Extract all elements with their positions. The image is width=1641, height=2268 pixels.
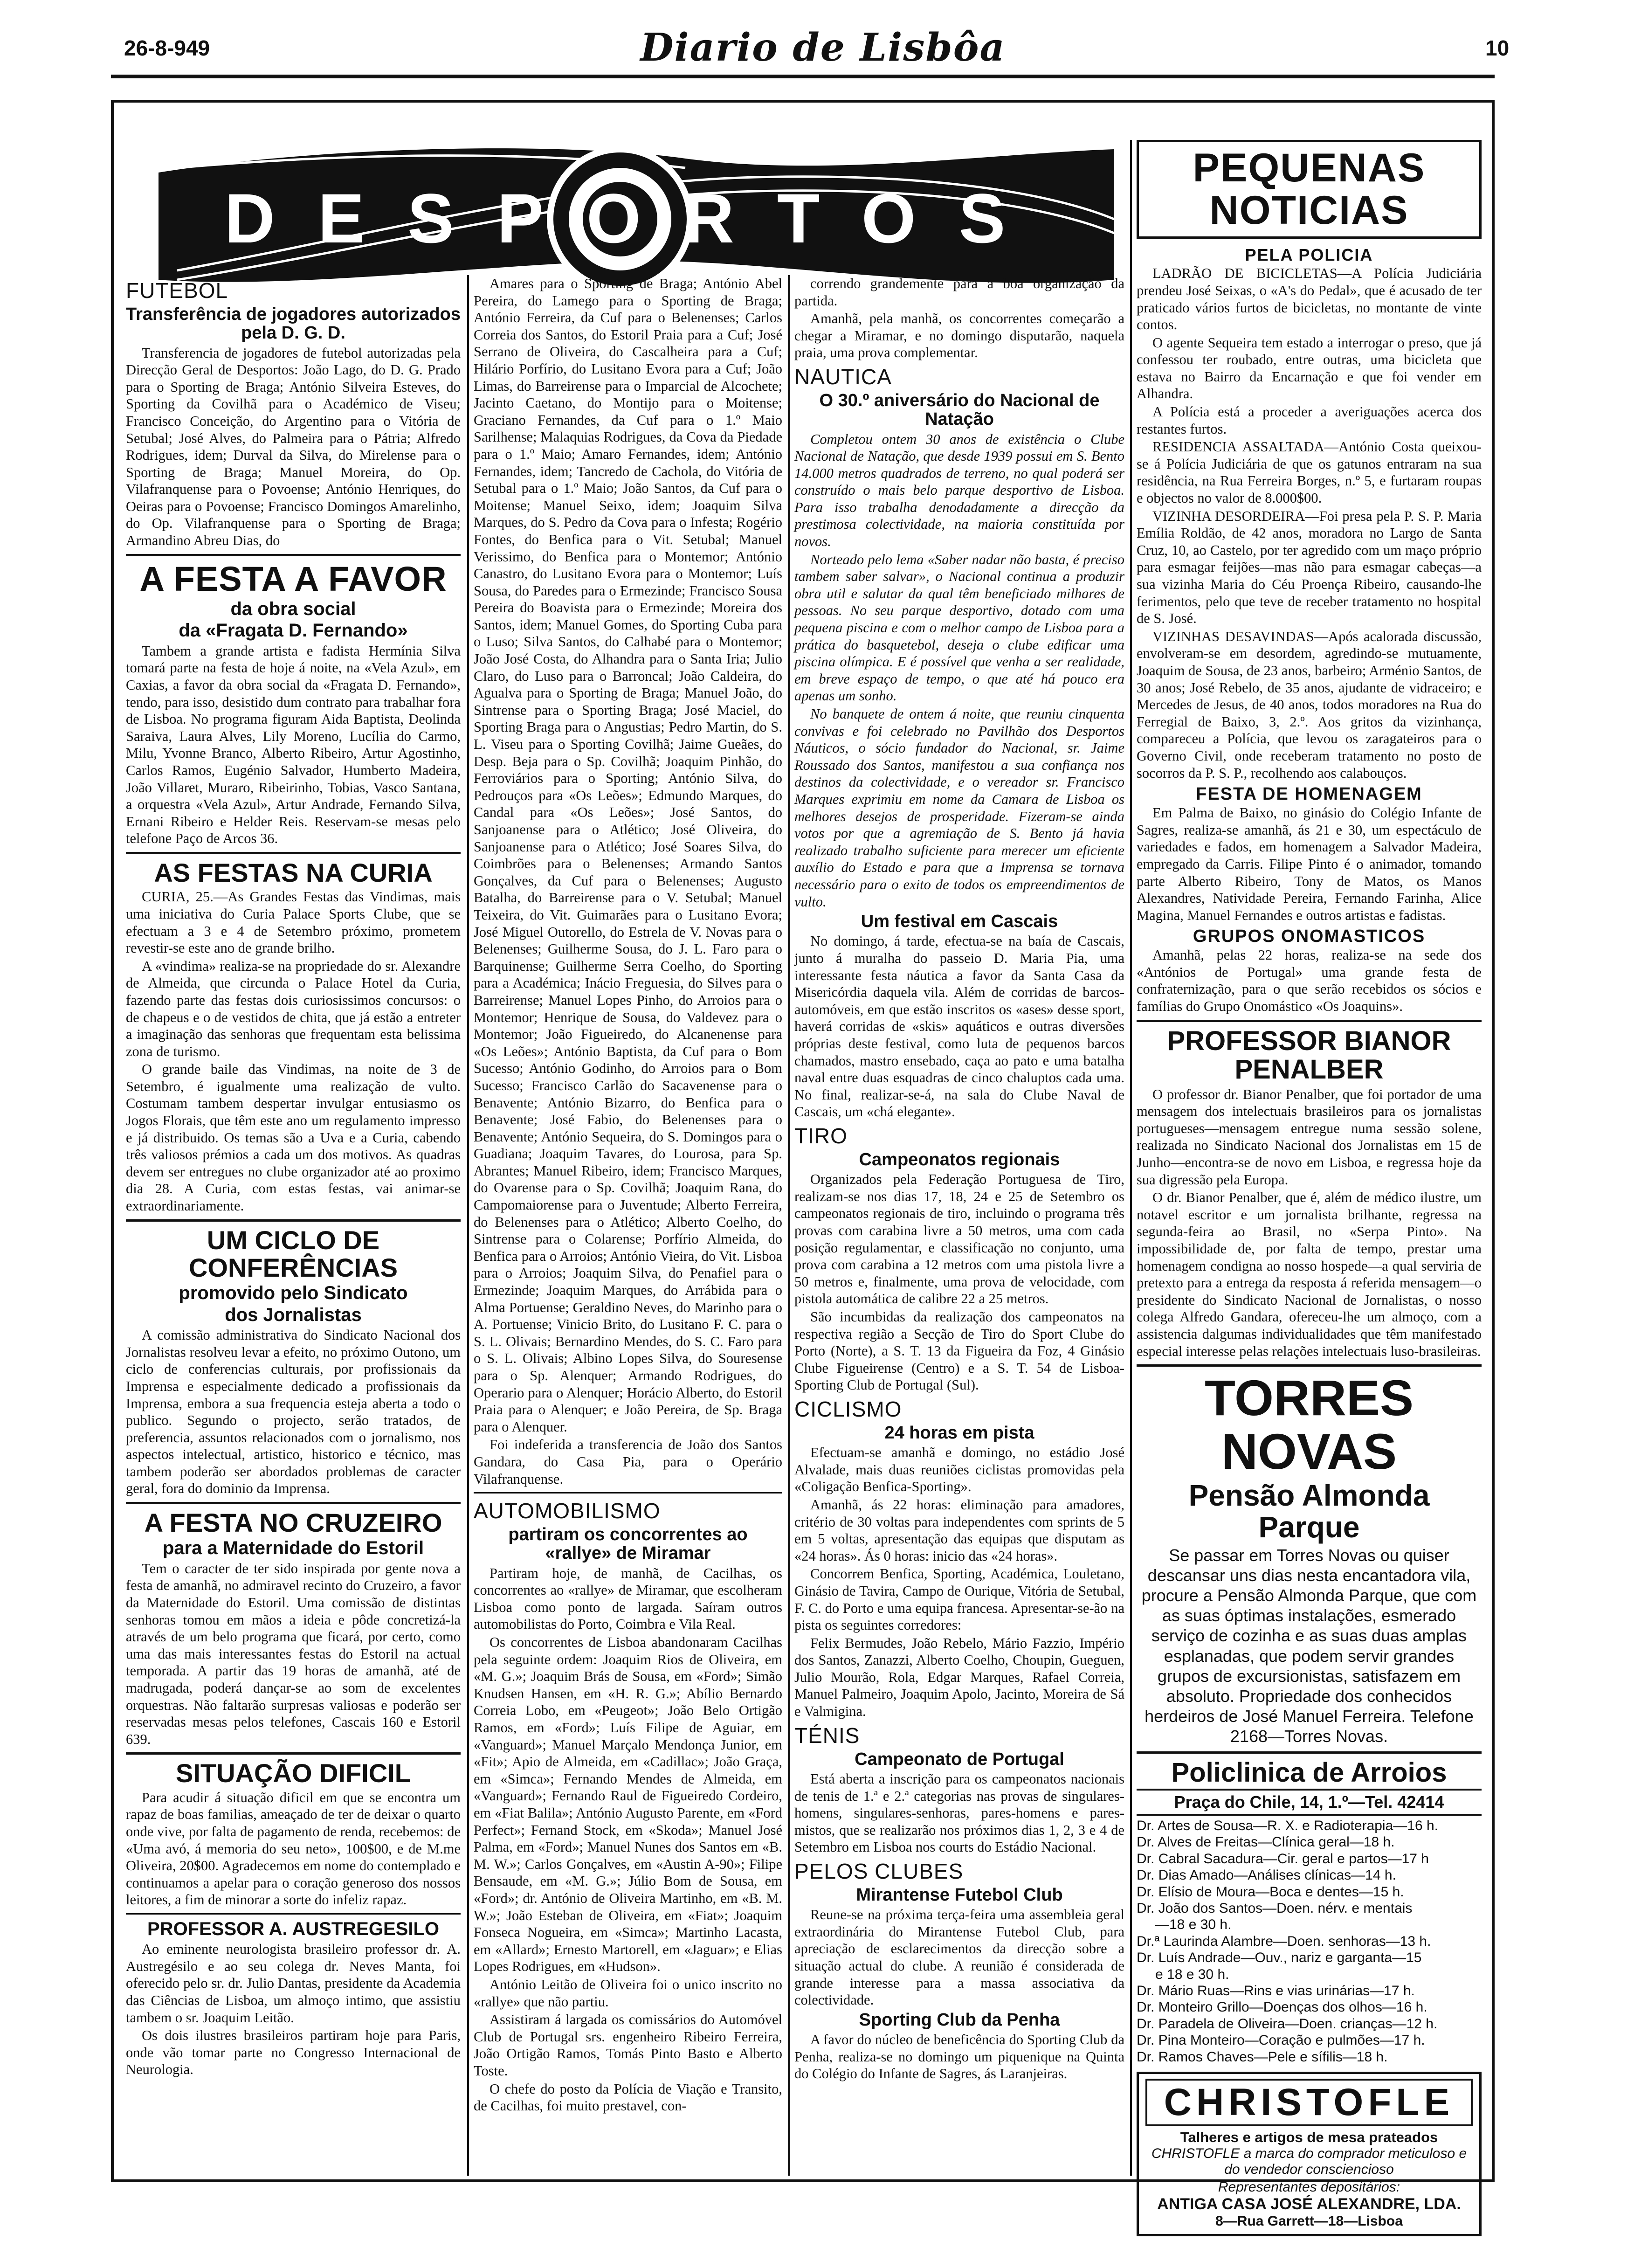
festa-headline: A FESTA A FAVOR (139, 559, 447, 598)
clinic-line: Dr. Dias Amado—Análises clínicas—14 h. (1137, 1867, 1396, 1883)
clinic-line: Dr. Monteiro Grillo—Doenças dos olhos—16 h. (1137, 1999, 1427, 2015)
policia-body-4: RESIDENCIA ASSALTADA—António Costa queixou-se á Polícia Judiciária de que os gatunos entraram na sua residência, na Rua Ferreira Borges, n.º 5, e furtaram roupas e objectos no valor de 8.000$00. (1137, 439, 1482, 506)
clinic-line: Dr.ª Laurinda Alambre—Doen. senhoras—13 h. (1137, 1933, 1431, 1949)
clinic-line: Dr. Paradela de Oliveira—Doen. crianças—12 h. (1137, 2016, 1438, 2032)
rally-body-1: Partiram hoje, de manhã, de Cacilhas, os concorrentes ao «rallye» de Miramar, que escolheram Lisboa como ponto de largada. Saíram outros automobilistas do Porto, Coimbra e Vila Real. (474, 1565, 782, 1632)
divider (1137, 1751, 1482, 1754)
clinic-line: Dr. Mário Ruas—Rins e vias urinárias—17 h. (1137, 1983, 1415, 1998)
section-automobilismo: AUTOMOBILISMO (474, 1499, 661, 1523)
penha-body: A favor do núcleo de beneficência do Sporting Club da Penha, realiza-se no domingo um piquenique na Quinta do Colégio do Infante de Sagres, ás Laranjeiras. (794, 2032, 1124, 2082)
christofle-ad (1137, 2072, 1482, 2236)
austregesilo-body-2: Os dois ilustres brasileiros partiram hoje para Paris, onde vão tomar parte no Congresso Internacional de Neurologia. (126, 2027, 461, 2078)
transfer-headline: Transferência de jogadores autorizados pela D. G. D. (126, 304, 461, 343)
austregesilo-headline: PROFESSOR A. AUSTREGESILO (147, 1918, 439, 1939)
clinic-line: —18 e 30 h. (1155, 1917, 1232, 1933)
grupos-subhead: GRUPOS ONOMASTICOS (1193, 927, 1426, 947)
nacional-body-3: No banquete de ontem á noite, que reuniu cinquenta convivas e foi celebrado no Pavilhão dos Desportos Náuticos, o sócio fundador do Nacional, sr. Jaime Roussado dos Santos, manifestou a sua confiança nos destinos da colectividade, e o vereador sr. Francisco Marques exprimiu em nome da Camara de Lisboa os melhores desejos de prosperidade. Fizeram-se ainda votos por que a agremiação de S. Bento já havia realizado trabalho suficiente para merecer um eficiente auxílio do Estado e para que a Imprensa se tornava necessário para o exito de todos os empreendimentos de vulto. (794, 706, 1124, 910)
transfer-body: Transferencia de jogadores de futebol autorizadas pela Direcção Geral de Desportos: João Lago, do D. G. Prado para o Sporting de Braga; António Silveira Esteves, do Sporting da Covilhã para o Académico de Viseu; Francisco Conceição, do Argentino para o Vitória de Setubal; José Alves, do Palmeira para o Pátria; Alfredo Rodrigues, idem; Durval da Silva, do Mirelense para o Sporting de Braga; Manuel Moreira, do Op. Vilafranquense para o Povoense; António Henriques, do Oeiras para o Povoense; Francisco Domingos Amarelinho, do Op. Vilafranquense para o Sporting de Braga; Armandino Abreu Dias, do (126, 345, 461, 549)
rally-body-2: Os concorrentes de Lisboa abandonaram Cacilhas pela seguinte ordem: Joaquim Rios de Oliveira, em «M. G.»; Joaquim Brás de Sousa, em «Ford»; Simão Knudsen Hansen, em «H. R. G.»; Abílio Bernardo Correia Lobo, em «Peugeot»; João Belo Ortigão Ramos, em «Ford»; Luís Filipe de Aguiar, em «Vanguard»; Manuel Marçalo Mendonça Junior, em «Fit»; Apio de Almeida, em «Cadillac»; João Graça, em «Simca»; Fernando Mendes de Almeida, em «Vanguard»; Fernando Raul de Figueiredo Cordeiro, em «Fiat Balila»; António Augusto Parente, em «Ford Perfect»; Fernand Stock, em «Skoda»; Manuel José Palma, em «Ford»; Manuel Nunes dos Santos em «B. M. W.»; Carlos Gonçalves, em «Austin A-90»; Filipe Bensaude, em «M. G.»; Júlio Bom de Sousa, em «Ford»; dr. António de Oliveira Martinho, em «B. M. W.»; João Esteban de Oliveira, em «Fiat»; Joaquim Fonseca Nogueira, em «Simca»; Martinho Lacasta, em «Allard»; Ernesto Martorell, em «Jaguar»; e Elias Lopes Rodrigues, em «Hudson». (474, 1634, 782, 1975)
cruzeiro-body: Tem o caracter de ter sido inspirada por gente nova a festa de amanhã, no admiravel recinto do Cruzeiro, a favor da Maternidade do Estoril. Uma comissão de distintas senhoras tomou em mãos a ideia e pôde concretizá-la através de um belo programa que ficará, por certo, como uma das mais interessantes festas do Estoril na actual temporada. A partir das 19 horas de amanhã, até de madrugada, poderá dançar-se ao som de excelentes orquestras. Não faltarão surpresas valiosas e poderão ser reservadas mesas pelos telefones, Cascais 160 e Estoril 639. (126, 1560, 461, 1747)
column-3 (794, 275, 1124, 2168)
torres-novas-headline: TORRES NOVAS (1204, 1369, 1414, 1480)
arroios-headline: Policlinica de Arroios (1171, 1757, 1447, 1788)
curia-body-1: CURIA, 25.—As Grandes Festas das Vindimas, mais uma iniciativa do Curia Palace Sports Clube, que se efectuam a 3 e 4 de Setembro próximo, prometem revestir-se este ano de grande brilho. (126, 889, 461, 956)
tiro-body-1: Organizados pela Federação Portuguesa de Tiro, realizam-se nos dias 17, 18, 24 e 25 de Setembro os campeonatos regionais de tiro, incluindo o programa três provas com carabina livre a 50 metros, uma com cada posição regulamentar, e classificação no conjunto, uma prova com carabina a 12 metros com uma pistola livre a 50 metros e, finalmente, uma prova de velocidade, com pistola automática de calibre 22 a 25 metros. (794, 1171, 1124, 1307)
festa-subhead-1: da obra social (230, 599, 356, 620)
ciclo-subhead-2: dos Jornalistas (225, 1304, 362, 1325)
christofle-line-2: CHRISTOFLE a marca do comprador meticuloso e do vendedor consciencioso (1151, 2145, 1467, 2177)
curia-headline: AS FESTAS NA CURIA (154, 858, 433, 887)
divider (1137, 1364, 1482, 1367)
nacional-body-1: Completou ontem 30 anos de existência o Clube Nacional de Natação, que desde 1939 possui em S. Bento 14.000 metros quadrados de terreno, no qual poderá ser construído o mais belo parque desportivo de Lisboa. Para isso trabalha denodadamente a direcção da prestimosa colectividade, na maioria constituída por novos. (794, 431, 1124, 550)
ciclismo-body-1: Efectuam-se amanhã e domingo, no estádio José Alvalade, mais duas reuniões ciclistas promovidas pela «Coligação Benfica-Sporting». (794, 1445, 1124, 1495)
homenagem-body: Em Palma de Baixo, no ginásio do Colégio Infante de Sagres, realiza-se amanhã, ás 21 e 30, um espectáculo de variedades e fados, em homenagem a Salvador Madeira, empregado da Carris. Filipe Pinto é o animador, tomando parte Alberto Ribeiro, Tony de Matos, os Manos Alexandres, Natividade Pereira, Fernando Farinha, Alice Magina, Manuel Fernandes e outros artistas e fadistas. (1137, 805, 1482, 923)
page-number: 10 (1485, 36, 1510, 60)
divider (474, 1492, 782, 1494)
section-tiro: TIRO (794, 1123, 848, 1148)
nacional-body-2: Norteado pelo lema «Saber nadar não basta, é preciso tambem saber salvar», o Nacional continua a produzir obra util e salutar da qual têm beneficiado milhares de pessoas. No seu parque desportivo, dotado com uma pequena piscina e com o melhor campo de Lisboa para a prática do basquetebol, deseja o clube edificar uma piscina olímpica. E é possível que venha a ser realidade, em breve espaço de tempo, o que até há pouco era apenas um sonho. (794, 551, 1124, 704)
divider (126, 852, 461, 854)
christofle-line-1: Talheres e artigos de mesa prateados (1180, 2129, 1438, 2145)
ciclo-body: A comissão administrativa do Sindicato Nacional dos Jornalistas resolveu levar a efeito, no próximo Outono, um ciclo de conferencias culturais, por profissionais da Imprensa e especialmente dedicado a profissionais da Imprensa, embora a sua frequencia esteja aberta a todo o publico. Segundo o projecto, serão tratados, de preferencia, assuntos relacionados com o jornalismo, nos aspectos intelectual, artistico, historico e técnico, mas tambem poderão ser abordados problemas de caracter geral, fora do dominio da Imprensa. (126, 1327, 461, 1497)
section-ciclismo: CICLISMO (794, 1397, 902, 1421)
pequenas-noticias-headline: PEQUENAS NOTICIAS (1193, 145, 1426, 233)
penalber-body-1: O professor dr. Bianor Penalber, que foi portador de uma mensagem dos intelectuais brasileiros para os jornalistas portugueses—mensagem entregue numa sessão solene, realizada no Sindicato Nacional dos Jornalistas em 15 de Junho—encontra-se de novo em Lisboa, e regressa hoje da sua digressão pela Europa. (1137, 1086, 1482, 1188)
cruzeiro-headline: A FESTA NO CRUZEIRO (144, 1508, 442, 1538)
masthead-rule (111, 75, 1495, 78)
tiro-body-2: São incumbidas da realização dos campeonatos na respectiva região a Secção de Tiro do Sport Clube do Porto (Norte), a S. T. 13 da Figueira da Foz, 4 Ginásio Clube Figueirense (Centro) e a S. T. 54 de Lisboa-Sporting Club de Portugal (Sul). (794, 1308, 1124, 1393)
rally-body-5: O chefe do posto da Polícia de Viação e Transito, de Cacilhas, foi muito prestavel, con- (474, 2081, 782, 2114)
section-futebol: FUTEBOL (126, 278, 228, 303)
cruzeiro-subhead: para a Maternidade do Estoril (162, 1538, 424, 1559)
column-rule (788, 275, 790, 2176)
tenis-headline: Campeonato de Portugal (855, 1749, 1064, 1769)
tiro-headline: Campeonatos regionais (859, 1149, 1060, 1169)
column-2 (474, 275, 782, 2168)
cascais-body: No domingo, á tarde, efectua-se na baía de Cascais, junto á muralha do passeio D. Maria Pia, uma interessante festa náutica a favor da Santa Casa da Misericórdia daquela vila. Além de corridas de barcos-automóveis, em que estão inscritos os «ases» desse sport, haverá corridas de «skis» aquáticos e outras diversões próprias deste festival, como luta de pequenos barcos chamados, mastro ensebado, caça ao pato e uma batalha naval entre duas esquadras de cinco chaluptos cada uma. No final, realizar-se-á, na sala do Clube Naval de Cascais, um «chá elegante». (794, 933, 1124, 1120)
ciclismo-body-2: Amanhã, ás 22 horas: eliminação para amadores, critério de 30 voltas para independentes com sprints de 5 em 5 voltas, apresentação das equipas que disputam as «24 horas». Ás 0 horas: inicio das «24 horas». (794, 1496, 1124, 1564)
rally-headline: partiram os concorrentes ao «rallye» de Miramar (508, 1525, 748, 1563)
penalber-body-2: O dr. Bianor Penalber, que é, além de médico ilustre, um notavel escritor e um jornalista brilhante, regressa na segunda-feira ao Brasil, no «Serpa Pinto». Na impossibilidade de, por falta de tempo, prestar uma homenagem condigna ao nosso hospede—a qual serviria de pretexto para a entrega da resposta á referida mensagem—o presidente do Sindicato Nacional de Jornalistas, o nosso colega Alfredo Gandara, ofereceu-lhe um almoço, com a assistencia dalgumas individualidades que têm manifestado especial interesse pelas relações intelectuais luso-brasileiras. (1137, 1189, 1482, 1359)
column-rule (1130, 140, 1132, 2176)
ciclismo-body-3: Concorrem Benfica, Sporting, Académica, Louletano, Ginásio de Tavira, Campo de Ourique, Vitória de Setubal, F. C. do Porto e uma equipa francesa. Apresentar-se-ão na pista os seguintes corredores: (794, 1566, 1124, 1633)
clinic-line: e 18 e 30 h. (1155, 1966, 1229, 1982)
ciclo-headline: UM CICLO DE CONFERÊNCIAS (188, 1225, 398, 1282)
christofle-line-5: 8—Rua Garrett—18—Lisboa (1215, 2213, 1403, 2229)
clinic-line: Dr. Luís Andrade—Ouv., nariz e garganta—15 (1137, 1950, 1422, 1966)
pensao-headline: Pensão Almonda Parque (1188, 1479, 1430, 1544)
rally-body-3: António Leitão de Oliveira foi o unico inscrito no «rallye» que não partiu. (474, 1976, 782, 2010)
clinic-line: Dr. Ramos Chaves—Pele e sífilis—18 h. (1137, 2049, 1388, 2065)
desportos-banner (149, 140, 1124, 294)
christofle-line-3: Representantes depositários: (1218, 2179, 1400, 2195)
divider (126, 1752, 461, 1755)
clinic-line: Dr. Elísio de Moura—Boca e dentes—15 h. (1137, 1884, 1404, 1900)
divider (126, 1913, 461, 1915)
clinic-line: Dr. Pina Monteiro—Coração e pulmões—17 h. (1137, 2033, 1425, 2048)
penalber-headline: PROFESSOR BIANOR PENALBER (1167, 1025, 1451, 1085)
policia-body-6: VIZINHAS DESAVINDAS—Após acalorada discussão, envolveram-se em desordem, agredindo-se mutuamente, Joaquim de Sousa, de 23 anos, barbeiro; Arménio Santos, de 30 anos; José Rebelo, de 35 anos, ajudante de vidraceiro; e Mercedes de Jesus, de 40 anos, todos moradores na Rua do Ferregial de Baixo, 3, 2.º. Aos gritos da vizinhança, compareceu a Polícia, que levou os zaragateiros para o Governo Civil, onde receberam tratamento no posto de socorros da P. S. P., recolhendo aos calabouços. (1137, 628, 1482, 781)
pequenas-noticias-box (1137, 140, 1482, 239)
penha-headline: Sporting Club da Penha (859, 2010, 1060, 2030)
policia-subhead: PELA POLICIA (1245, 245, 1373, 265)
section-clubes: PELOS CLUBES (794, 1859, 964, 1883)
policia-body-2: O agente Sequeira tem estado a interrogar o preso, que já confessou ter roubado, entre outras, uma bicicleta que estava no Bairro da Encarnação e que foi vender em Alhandra. (1137, 334, 1482, 402)
curia-body-2: A «vindima» realiza-se na propriedade do sr. Alexandre de Almeida, que circunda o Palace Hotel da Curia, fazendo parte das festas dois curiosissimos concursos: o de chapeus e o de vestidos de chita, que já estão a entreter a imaginação das senhoras que frequentam esta belissima zona de turismo. (126, 958, 461, 1059)
section-tenis: TÉNIS (794, 1723, 860, 1748)
grupos-body: Amanhã, pelas 22 horas, realiza-se na sede dos «Antónios de Portugal» uma grande festa de confraternização, para o que serão recebidos os sócios e famílias do Grupo Onomástico «Os Joaquins». (1137, 947, 1482, 1015)
rally-continued-2: Amanhã, pela manhã, os concorrentes começarão a chegar a Miramar, e no domingo disputarão, naquela praia, uma prova complementar. (794, 311, 1124, 361)
rally-continued: correndo grandemente para a boa organização da partida. (794, 276, 1124, 309)
curia-body-3: O grande baile das Vindimas, na noite de 3 de Setembro, é igualmente uma realização de vulto. Costumam tambem despertar invulgar entusiasmo os Jogos Florais, que têm este ano um regulamento impresso e já distribuido. Os temas são a Uva e a Curia, cabendo três valiosos prémios a cada um dos motivos. As quadras devem ser entregues no clube organizador até ao proximo dia 28. A Curia, com estas festas, vai animar-se extraordinariamente. (126, 1061, 461, 1214)
column-4 (1137, 140, 1482, 2229)
divider (126, 1219, 461, 1222)
clinic-line: Dr. Cabral Sacadura—Cir. geral e partos—17 h (1137, 1851, 1429, 1867)
torres-novas-body: Se passar em Torres Novas ou quiser descansar uns dias nesta encantadora vila, procure a Pensão Almonda Parque, que com as suas óptimas instalações, esmerado serviço de cozinha e as suas duas amplas esplanadas, que podem servir grandes grupos de excursionistas, satisfazem em absoluto. Propriedade dos conhecidos herdeiros de José Manuel Ferreira. Telefone 2168—Torres Novas. (1141, 1545, 1477, 1746)
clinic-line: Dr. João dos Santos—Doen. nérv. e mentais (1137, 1900, 1413, 1916)
banner-text: DESPORTOS (224, 179, 1048, 257)
page-date: 26-8-949 (124, 36, 210, 60)
newspaper-title: Diario de Lisbôa (640, 25, 1006, 70)
ciclismo-headline: 24 horas em pista (884, 1423, 1034, 1443)
clinic-line: Dr. Alves de Freitas—Clínica geral—18 h. (1137, 1834, 1395, 1850)
ciclismo-body-4: Felix Bermudes, João Rebelo, Mário Fazzio, Império dos Santos, Zanazzi, Alberto Coelho, Choupin, Gueguen, Julio Mourão, Rola, Edgar Marques, Rafael Correia, Manuel Palmeiro, Joaquim Apolo, Jacinto, Moreira de Sá e Valmigina. (794, 1635, 1124, 1720)
clinic-line: Dr. Artes de Sousa—R. X. e Radioterapia—16 h. (1137, 1818, 1439, 1834)
festa-subhead-2: da «Fragata D. Fernando» (179, 620, 408, 641)
column-1 (126, 275, 461, 2168)
austregesilo-body-1: Ao eminente neurologista brasileiro professor dr. A. Austregésilo e ao seu colega dr. Neves Manta, foi oferecido pelo sr. dr. Julio Dantas, presidente da Academia das Ciências de Lisboa, um almoço intimo, que assistiu tambem o sr. Joaquim Leitão. (126, 1941, 461, 2026)
christofle-line-4: ANTIGA CASA JOSÉ ALEXANDRE, LDA. (1157, 2195, 1461, 2213)
policia-body-3: A Polícia está a proceder a averiguações acerca dos restantes furtos. (1137, 404, 1482, 437)
christofle-brand: CHRISTOFLE (1145, 2079, 1473, 2126)
arroios-address: Praça do Chile, 14, 1.º—Tel. 42414 (1137, 1789, 1482, 1816)
ciclo-subhead-1: promovido pelo Sindicato (179, 1283, 408, 1304)
section-nautica: NAUTICA (794, 364, 892, 389)
rally-body-4: Assistiram á largada os comissários do Automóvel Club de Portugal srs. engenheiro Ribeiro Ferreira, João Ortigão Ramos, Tomás Pinto Basto e Alberto Toste. (474, 2012, 782, 2079)
situacao-headline: SITUAÇÃO DIFICIL (176, 1758, 411, 1788)
festa-body: Tambem a grande artista e fadista Hermínia Silva tomará parte na festa de hoje á noite, na «Vela Azul», em Caxias, a favor da obra social da «Fragata D. Fernando», tendo, para isso, desistido dum contrato para trabalhar fora de Lisboa. No programa figuram Aida Baptista, Deolinda Saraiva, Laura Alves, Lily Moreno, Lucília do Carmo, Milu, Yvonne Branco, Alberto Ribeiro, Artur Agostinho, Carlos Ramos, Eugénio Salvador, Humberto Madeira, João Villaret, Muraro, Ribeirinho, Tobias, Vasco Santana, a orquestra «Vela Azul», Artur Andrade, Fernando Silva, Ernani Ribeiro e Helder Reis. Reservam-se mesas pelo telefone Paço de Arcos 36. (126, 643, 461, 847)
divider (126, 1502, 461, 1504)
divider (126, 554, 461, 556)
policia-body-1: LADRÃO DE BICICLETAS—A Polícia Judiciária prendeu José Seixas, o «A's do Pedal», que é acusado de ter praticado vários furtos de bicicletas, no montante de vinte contos. (1137, 265, 1482, 333)
mirantense-body: Reune-se na próxima terça-feira uma assembleia geral extraordinária do Mirantense Futebol Club, para apreciação de esclarecimentos da direcção sobre a situação actual do clube. A reunião é considerada de grande interesse para a massa associativa da colectividade. (794, 1907, 1124, 2008)
situacao-body: Para acudir á situação dificil em que se encontra um rapaz de boas familias, ameaçado de ter de deixar o quarto onde vive, por falta de pagamento de renda, recebemos: de «Uma avó, á memoria do seu neto», 100$00, e de M.me Oliveira, 20$00. Agradecemos em nome do contemplado e continuamos a apelar para o coração generoso dos nossos leitores, a fim de minorar a sorte do infeliz rapaz. (126, 1789, 461, 1908)
transfer-note: Foi indeferida a transferencia de João dos Santos Gandara, do Casa Pia, para o Operário Vilafranquense. (474, 1437, 782, 1487)
policia-body-5: VIZINHA DESORDEIRA—Foi presa pela P. S. P. Maria Emília Roldão, de 42 anos, moradora no Largo de Santa Cruz, 10, ao Castelo, por ter agredido com um maço próprio para esmagar feijões—mas não para esmagar cabeças—a sua vizinha Maria do Céu Proença Ribeiro, causando-lhe ferimentos, pelo que teve de receber tratamento no hospital de S. José. (1137, 508, 1482, 627)
homenagem-subhead: FESTA DE HOMENAGEM (1196, 784, 1422, 804)
nacional-headline: O 30.º aniversário do Nacional de Natação (819, 390, 1100, 429)
column-rule (467, 275, 469, 2176)
transfer-continued: Amares para o Sporting de Braga; António Abel Pereira, do Lamego para o Sporting de Braga; António Ferreira, da Cuf para o Belenenses; Carlos Correia dos Santos, do Estoril Praia para a Cuf; José Serrano de Oliveira, do Cascalheira para a Cuf; Hilário Porfírio, do Lusitano Evora para a Cuf; João Limas, do Barreirense para o Imparcial de Alcochete; Jacinto Caetano, do Montijo para o Moitense; Graciano Fernandes, da Cuf para o 1.º Maio Sarilhense; Malaquias Rodrigues, da Cova da Piedade para o 1.º Maio; Amaro Fernandes, idem; António Fernandes, idem; Tancredo de Cachola, do Vitória de Setubal para o 1.º Maio; João Santos, da Cuf para o Moitense; Manuel Seixo, idem; Joaquim Silva Marques, do S. Pedro da Cova para o Infesta; Rogério Fontes, do Benfica para o Vit. Setubal; Manuel Verissimo, do Benfica para o Montemor; António Canastro, do Lusitano Evora para o Montemor; Luís Sousa, do Paredes para o Ermezinde; Francisco Sousa Pereira do Boavista para o Ermezinde; Moreira dos Santos, idem; Manuel Gomes, do Sporting Cuba para o Luso; Silva Santos, do Calhabé para o Montemor; João José Costa, do Alhandra para o Santa Iria; Julio Claro, do Luso para o Barroncal; João Caldeira, do Agualva para o Sporting de Braga; Manuel João, do Sintrense para o Sporting Braga; José Maciel, do Sporting Braga para o Angustias; Pedro Martin, do S. L. Viseu para o Sporting Covilhã; Jaime Gueães, do Desp. Beja para o Sp. Covilhã; Joaquim Pinhão, do Ferroviários para o Sporting; António Silva, do Pedrouços para «Os Leões»; Edmundo Marques, do Candal para «Os Leões»; José Santos, do Sanjoanense para o Atlético; José Oliveira, do Sanjoanense para o Atlético; José Soares Silva, do Coimbrões para o Belenenses; Armando Santos Gonçalves, da Cuf para o Belenenses; Augusto Batalha, do Barreirense para o V. Setubal; Manuel Teixeira, do Vit. Guimarães para o Lusitano Evora; José Miguel Outorello, do Estrela de V. Novas para o Belenenses; Guilherme Sousa, do J. L. Faro para o Barquinense; Guilherme Serra Coelho, do Sporting para a Académica; Inácio Freguesia, do Silves para o Barreirense; Manuel Lopes Pinho, do Arroios para o Montemor; Henrique de Sousa, do Valdevez para o Montemor; João Figueiredo, do Alcanenense para «Os Leões»; António Baptista, da Cuf para o Bom Sucesso; António Godinho, do Arroios para o Bom Sucesso; Francisco Carlão do Sacavenense para o Benavente; António Bizarro, do Benfica para o Benavente; José Fabio, do Belenenses para o Benavente; António Sequeira, do S. Domingos para o Guadiana; Joaquim Tavares, do Lourosa, para Sp. Abrantes; Manuel Ribeiro, idem; Francisco Marques, do Ovarense para o Sp. Covilhã; Joaquim Rana, do Campomaiorense para o Juventude; Alberto Ferreira, do Belenenses para o Atlético; Alberto Coelho, do Sintrense para o Colarense; Porfírio Almeida, do Benfica para o Arroios; António Vieira, do Vit. Lisboa para o Arroios; Joaquim Silva, do Penafiel para o Ermezinde; Joaquim Marques, do Arrábida para o Alma Portuense; Geraldino Neves, do Marinho para o A. Portuense; Vinicio Brito, do Lusitano F. C. para o S. L. Olivais; Bernardino Mendes, do S. C. Faro para o S. L. Olivais; Albino Lopes Silva, do Souresense para o Sp. Alenquer; Armando Rodrigues, do Operario para o Alenquer; Horácio Alberto, do Estoril Praia para o Alenquer; e João Pereira, de Sp. Braga para o Alenquer. (474, 276, 782, 1435)
cascais-headline: Um festival em Cascais (861, 912, 1058, 932)
mirantense-headline: Mirantense Futebol Club (856, 1885, 1063, 1905)
arroios-list (1137, 1818, 1482, 2065)
tenis-body: Está aberta a inscrição para os campeonatos nacionais de tenis de 1.ª e 2.ª categorias nas provas de singulares-homens, singulares-senhoras, pares-homens e pares-mistos, que se realizarão nos próximos dias 1, 2, 3 e 4 de Setembro em Lisboa nos courts do Estádio Nacional. (794, 1770, 1124, 1855)
divider (1137, 1020, 1482, 1022)
